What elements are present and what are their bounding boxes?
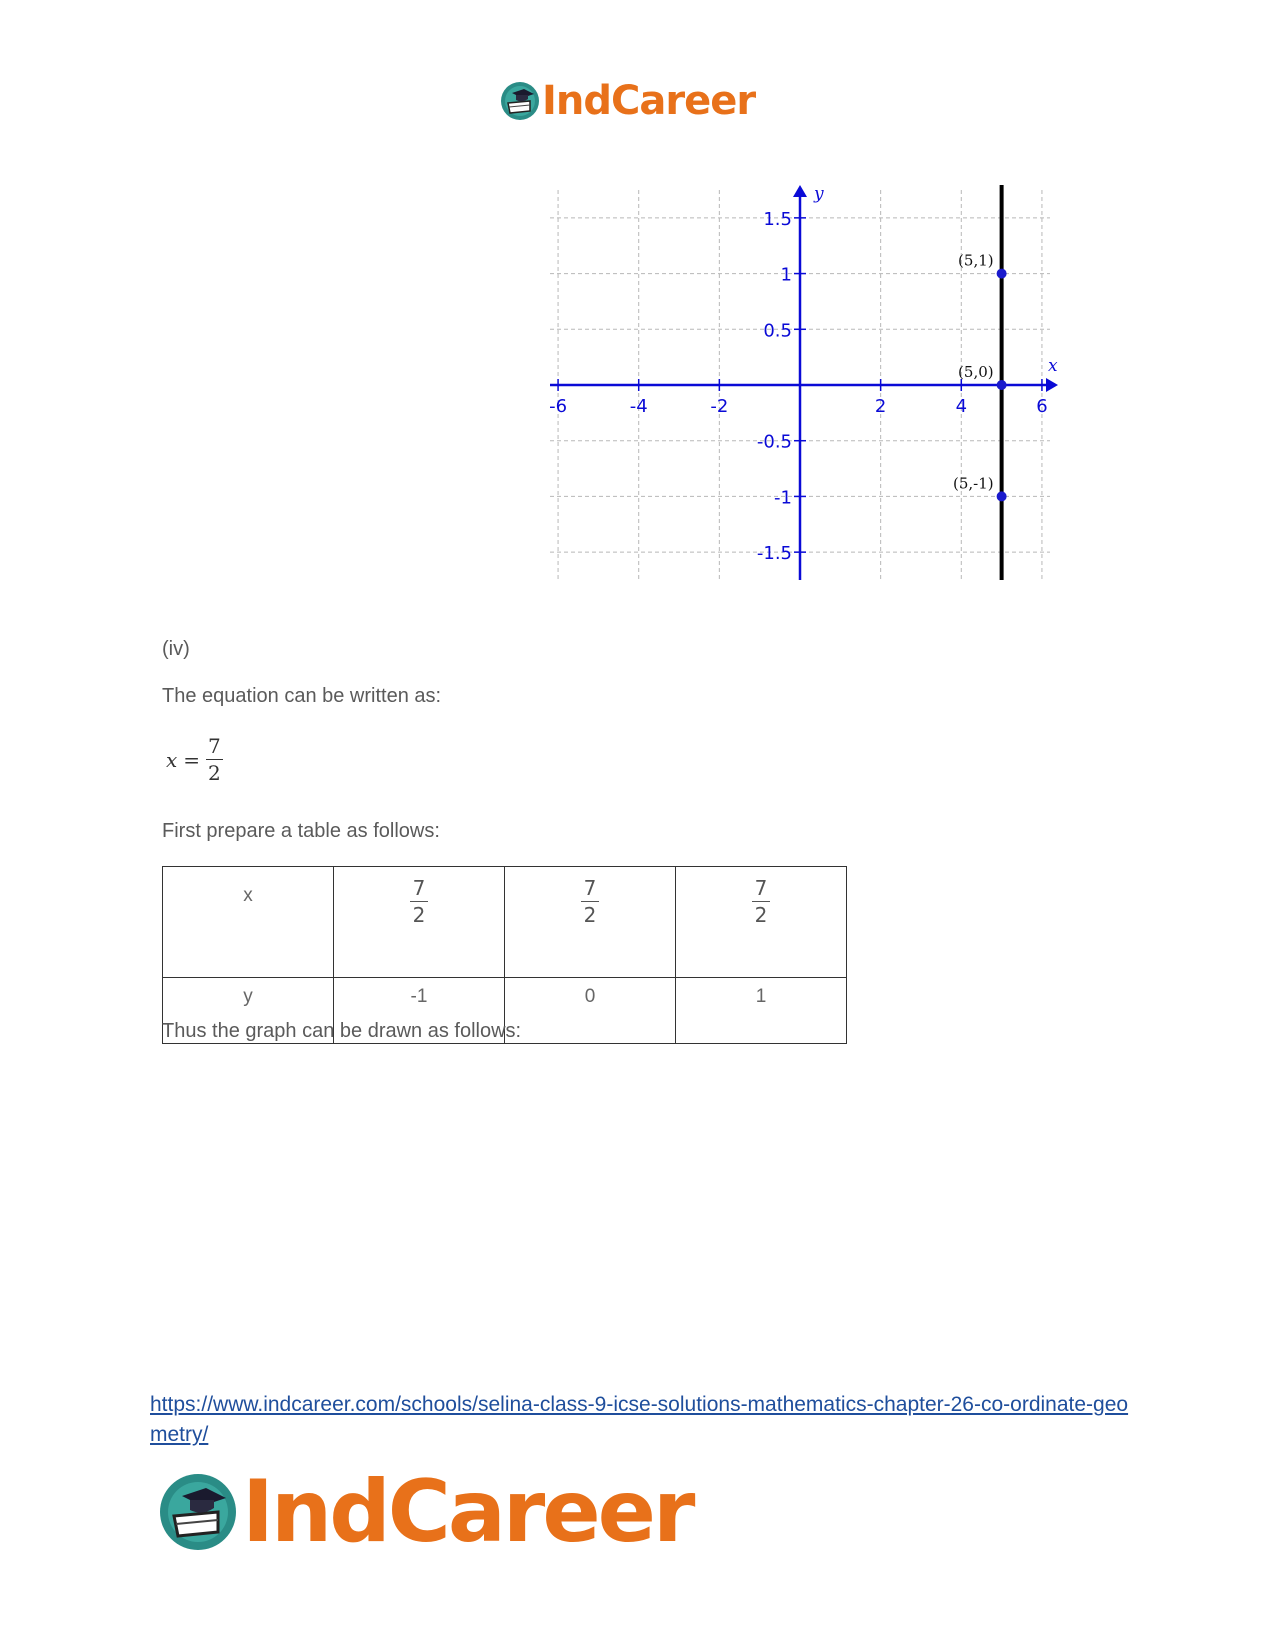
data-point xyxy=(997,380,1007,390)
graduation-book-icon xyxy=(500,81,540,121)
fraction-denominator: 2 xyxy=(754,903,768,927)
x-tick-label: 6 xyxy=(1036,396,1048,417)
x-tick-label: -6 xyxy=(549,396,568,417)
y-axis-arrow xyxy=(793,185,807,197)
equation xyxy=(166,735,223,784)
x-tick-label: 4 xyxy=(955,396,968,417)
value-table xyxy=(162,866,847,1044)
coordinate-graph xyxy=(545,185,1065,585)
axes xyxy=(550,185,1058,580)
equation-equals: = xyxy=(183,747,201,772)
y-tick-label: 0.5 xyxy=(763,320,792,342)
y-tick-label: 1 xyxy=(780,264,792,286)
cell-fraction xyxy=(410,877,429,926)
y-tick-label: -1 xyxy=(774,487,792,509)
fraction-denominator: 2 xyxy=(208,761,221,785)
point-label: (5,-1) xyxy=(952,474,994,493)
table-cell xyxy=(505,867,676,978)
data-point xyxy=(997,269,1007,279)
data-point xyxy=(997,491,1007,501)
table-cell-x-header: x xyxy=(163,867,334,978)
equation-intro: The equation can be written as: xyxy=(162,685,442,707)
table-cell-y-header: y xyxy=(163,978,334,1044)
equation-lhs: x xyxy=(166,747,178,772)
table-cell: 1 xyxy=(676,978,847,1044)
header-logo xyxy=(500,78,755,124)
footer-logo xyxy=(158,1462,692,1562)
cell-fraction xyxy=(752,877,771,926)
table-cell: -1 xyxy=(334,978,505,1044)
fraction-numerator: 7 xyxy=(410,877,429,902)
x-tick-label: -4 xyxy=(629,396,648,417)
fraction-numerator: 7 xyxy=(208,734,221,758)
x-tick-label: -2 xyxy=(710,396,729,417)
x-axis-arrow xyxy=(1046,378,1058,392)
table-intro: First prepare a table as follows: xyxy=(162,820,440,842)
table-row xyxy=(163,867,847,978)
table-cell xyxy=(676,867,847,978)
y-tick-label: 1.5 xyxy=(763,208,792,230)
graduation-book-icon xyxy=(158,1472,238,1552)
graph-intro: Thus the graph can be drawn as follows: xyxy=(162,1020,522,1042)
fraction-numerator: 7 xyxy=(752,877,771,902)
cell-fraction xyxy=(581,877,600,926)
fraction-denominator: 2 xyxy=(412,903,426,927)
logo-text: IndCareer xyxy=(242,1462,693,1562)
logo-text: IndCareer xyxy=(542,78,756,124)
point-label: (5,1) xyxy=(958,251,994,270)
x-axis-label: x xyxy=(1048,356,1058,376)
point-label: (5,0) xyxy=(958,363,994,381)
x-tick-label: 2 xyxy=(874,396,887,417)
equation-fraction xyxy=(206,735,223,784)
part-label: (iv) xyxy=(162,638,190,660)
table-cell xyxy=(334,867,505,978)
y-axis-label: y xyxy=(814,185,824,204)
y-tick-label: -1.5 xyxy=(756,543,792,565)
y-tick-label: -0.5 xyxy=(756,431,792,453)
fraction-numerator: 7 xyxy=(581,877,600,902)
table-cell: 0 xyxy=(505,978,676,1044)
fraction-denominator: 2 xyxy=(583,903,597,927)
source-link[interactable]: https://www.indcareer.com/schools/selina-class-9-icse-solutions-mathematics-chapter-26-co-ordinate-geometry/ xyxy=(150,1393,1129,1446)
